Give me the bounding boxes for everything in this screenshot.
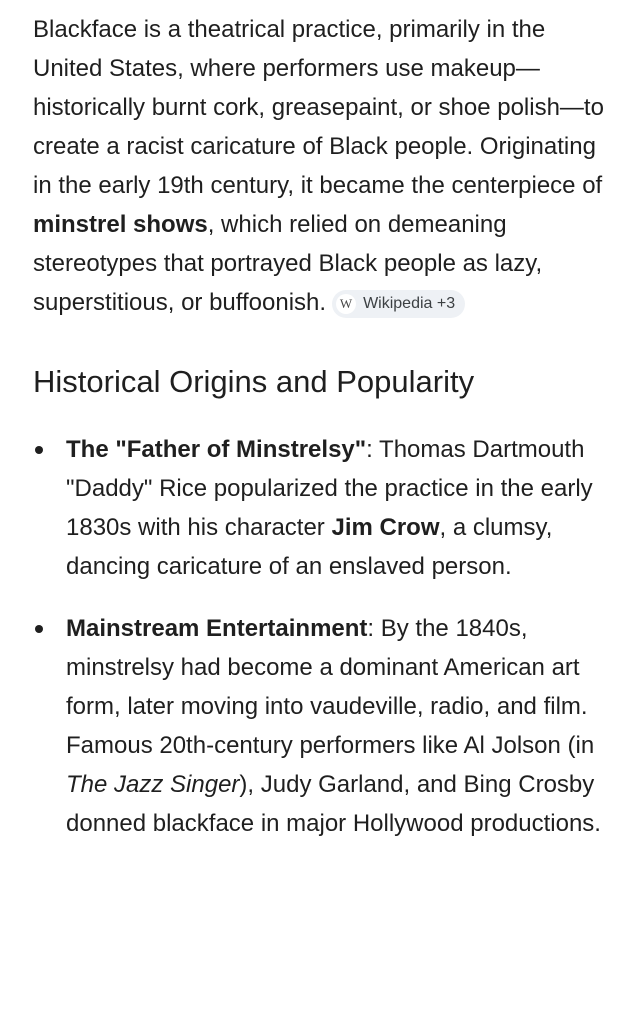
wikipedia-icon: W xyxy=(336,294,356,314)
bullet-list xyxy=(33,430,605,843)
bullet-term: The "Father of Minstrelsy" xyxy=(66,436,367,463)
bullet-dot-icon xyxy=(35,625,43,633)
bullet-term: Mainstream Entertainment xyxy=(66,615,368,642)
source-chip-label: Wikipedia +3 xyxy=(363,294,456,312)
bullet-text: : By the 1840s, minstrelsy had become a dominant American art form, later moving into vaudeville, radio, and film. Famous 20th-century performers like Al Jolson (in xyxy=(66,615,595,759)
bullet-dot-icon xyxy=(35,446,43,454)
minstrel-shows-term: minstrel shows xyxy=(33,211,208,238)
jim-crow-term: Jim Crow xyxy=(331,514,440,541)
list-item xyxy=(33,430,605,586)
intro-paragraph xyxy=(33,10,605,322)
answer-content xyxy=(33,10,605,866)
intro-text-end: , which relied on demeaning stereotypes that portrayed Black people as lazy, superstitious, or buffoonish. xyxy=(33,211,543,316)
bullet-text-end: , a clumsy, dancing caricature of an enslaved person. xyxy=(66,514,553,580)
section-heading: Historical Origins and Popularity xyxy=(33,364,475,399)
bullet-text: : Thomas Dartmouth "Daddy" Rice popularized the practice in the early 1830s with his character xyxy=(66,436,593,541)
source-chip[interactable] xyxy=(332,290,465,318)
intro-text: Blackface is a theatrical practice, primarily in the United States, where performers use makeup—historically burnt cork, greasepaint, or shoe polish—to create a racist caricature of Black people. Originating in the early 19th century, it became the centerpiece of xyxy=(33,16,604,199)
bullet-text-end: ), Judy Garland, and Bing Crosby donned blackface in major Hollywood productions. xyxy=(66,771,601,837)
list-item xyxy=(33,609,605,843)
jazz-singer-title: The Jazz Singer xyxy=(66,771,240,798)
